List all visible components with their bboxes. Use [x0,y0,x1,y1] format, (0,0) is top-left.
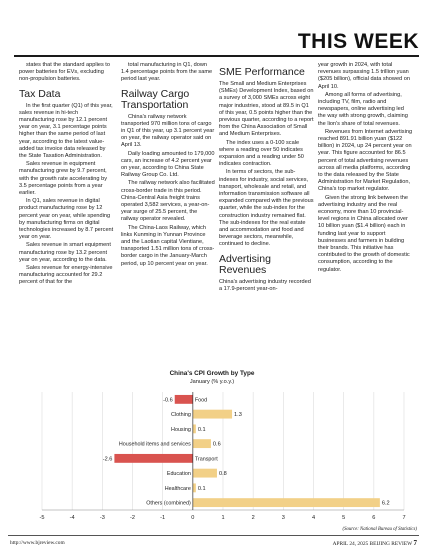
category-label: Food [194,397,208,404]
paragraph: Sales revenue in smart equipment manufacturing rose by 13.2 percent year on year, according to the data. [19,242,111,263]
paragraph: total manufacturing in Q1, down 1.4 percentage points from the same period last year. [121,62,213,83]
paragraph: Revenues from Internet advertising reached 891.91 billion yuan ($122 billion) in 2024, up 24 percent year on year. This figure accounted for 86.5 percent of total advertising revenues across all media platforms, according to the data released by the State Administration for Market Regulation, China's top market regulator. [318,128,413,193]
category-label: Clothing [171,412,191,419]
section-heading: Advertising Revenues [219,252,271,276]
paragraph: Given the strong link between the advertising industry and the real economy, more than 10 provincial-level regions in China allocated over 10 billion yuan ($1.4 billion) each in funding last year to support businesses and farmers in building their brands. This initiative has contributed to the growth of domestic consumption, according to the regulator. [318,194,410,273]
bar [193,498,380,507]
value-label: -2.6 [102,456,113,463]
x-tick-label: 3 [281,515,285,521]
bar [193,469,217,478]
paragraph: Among all forms of advertising, including TV, film, radio and newspapers, online advertising led the way with strong growth, claiming the lion's share of total revenues. [318,91,408,127]
x-tick-label: -3 [99,515,105,521]
chart-plot [2,364,422,528]
paragraph: Daily loading amounted to 179,000 cars, an increase of 4.2 percent year on year, according to China State Railway Group Co. Ltd. [121,150,215,179]
cpi-chart [2,364,422,528]
section-heading: Tax Data [19,87,61,100]
category-label: Education [166,471,191,478]
chart-source: (Source: National Bureau of Statistics) [342,527,417,532]
article-column-3 [219,62,314,294]
x-tick-label: -4 [69,515,75,521]
paragraph: The China-Laos Railway, which links Kunming in Yunnan Province and the Laotian capital Vientiane, transported 1.51 million tons of cross-border cargo in the January-March period, up 10 percent year on year. [121,224,215,267]
paragraph: The index uses a 0-100 scale where a reading over 50 indicates expansion and a reading under 50 indicates contraction. [219,139,304,168]
footer-issue-text: APRIL 24, 2025 BEIJING REVIEW [332,541,413,547]
paragraph: In Q1, sales revenue in digital product manufacturing rose by 12 percent year on year, while spending by manufacturing firms on digital technologies increased by 8.7 percent year on year. [19,198,114,241]
bar [193,439,211,448]
paragraph: In the first quarter (Q1) of this year, sales revenue in hi-tech manufacturing rose by 12.1 percent year on year, 3.1 percentage points higher than the same period of last year, according to the latest value-added tax invoice data released by the State Taxation Administration. [19,102,113,160]
value-label: 6.2 [381,500,390,507]
article-column-4 [318,62,413,275]
article-column-2 [121,62,216,269]
x-tick-label: 1 [221,515,225,521]
value-label: -0.6 [163,397,173,404]
x-tick-label: 7 [402,515,406,521]
paragraph: states that the standard applies to power batteries for EVs, excluding non-propulsion batteries. [19,62,110,83]
paragraph: The railway network also facilitated cross-border trade in this period. China-Central Asia freight trains operated 3,582 services, a year-on-year surge of 25.5 percent, the railway operator revealed. [121,180,215,223]
x-tick-label: 6 [372,515,376,521]
x-tick-label: -1 [160,515,166,521]
footer-rule [8,535,419,536]
category-label: Housing [171,426,191,433]
value-label: 0.8 [218,471,227,478]
bar [193,483,196,492]
value-label: 0.1 [197,485,206,492]
value-label: 0.1 [197,426,206,433]
bar [114,454,192,463]
category-label: Healthcare [164,485,191,492]
paragraph: China's railway network transported 970 million tons of cargo in Q1 of this year, up 3.1 percent year on year, the railway operator said on April 13. [121,113,215,149]
page-number: 7 [413,539,417,547]
chart-subtitle: January (% y.o.y.) [189,379,235,385]
x-tick-label: -2 [130,515,135,521]
x-tick-label: 5 [342,515,346,521]
value-label: 1.3 [234,412,242,419]
paragraph: Sales revenue for energy-intensive manufacturing accounted for 29.2 percent of that for the [19,265,113,286]
category-label: Household items and services [118,441,191,448]
category-label: Others (combined) [146,500,191,507]
section-heading: Railway Cargo Transportation [121,87,190,111]
paragraph: year growth in 2024, with total revenues surpassing 1.5 trillion yuan ($205 billion), official data showed on April 10. [318,62,410,90]
section-heading: SME Performance [219,66,305,78]
x-tick-label: 0 [191,515,195,521]
paragraph: Sales revenue in equipment manufacturing grew by 9.7 percent, with the growth rate accelerating by 3.5 percentage points from a year earlier. [19,161,107,197]
section-title: THIS WEEK [297,30,419,53]
header-rule [14,55,419,57]
paragraph: In terms of sectors, the sub-indexes for industry, social services, transport, wholesale and retail, and information transmission software all expanded compared with the previous quarter, while the sub-index for the construction industry remained flat. The sub-indexes for the real estate and accommodation and food and beverage sectors, meanwhile, continued to decline. [219,169,314,248]
x-tick-label: 2 [251,515,255,521]
bar [175,395,193,404]
value-label: 0.6 [212,441,221,448]
paragraph: China's advertising industry recorded a 17.9-percent year-on- [219,278,311,292]
x-tick-label: -5 [39,515,45,521]
paragraph: The Small and Medium Enterprises (SMEs) Development Index, based on a survey of 3,000 SMEs across eight major industries, stood at 89.5 in Q1 of this year, 0.5 points higher than the previous quarter, according to a report from the China Association of Small and Medium Enterprises. [219,81,314,138]
chart-title: China's CPI Growth by Type [169,370,255,377]
category-label: Transport [194,456,218,463]
bar [193,410,232,419]
footer-url[interactable]: http://www.bjreview.com [10,540,65,546]
article-column-1 [19,62,114,288]
footer-issue [333,539,417,547]
bar [193,424,196,433]
x-tick-label: 4 [311,515,316,521]
